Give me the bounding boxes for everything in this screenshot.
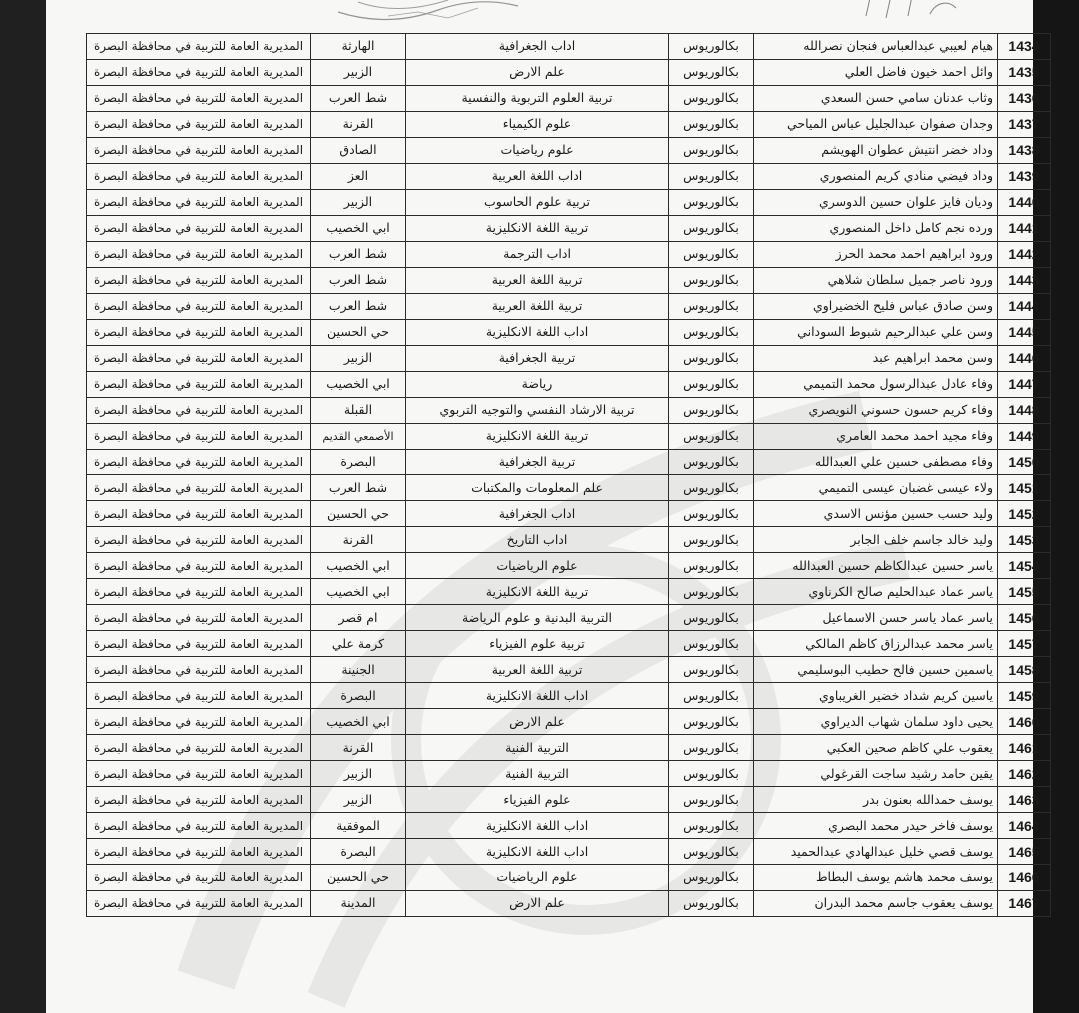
table-row	[87, 345, 1051, 371]
specialization-cell: اداب اللغة الانكليزية	[406, 839, 669, 865]
table-row	[87, 605, 1051, 631]
row-number-cell: 1451	[998, 475, 1051, 501]
specialization-cell: اداب اللغة الانكليزية	[406, 813, 669, 839]
degree-cell: بكالوريوس	[669, 735, 754, 761]
specialization-cell: تربية اللغة الانكليزية	[406, 579, 669, 605]
table-row	[87, 579, 1051, 605]
table-row	[87, 865, 1051, 891]
row-number-cell: 1440	[998, 189, 1051, 215]
row-number-cell: 1434	[998, 34, 1051, 60]
degree-cell: بكالوريوس	[669, 163, 754, 189]
specialization-cell: اداب الجغرافية	[406, 501, 669, 527]
employee-name-cell: وفاء مجيد احمد محمد العامري	[754, 423, 998, 449]
degree-cell: بكالوريوس	[669, 605, 754, 631]
directorate-cell: المديرية العامة للتربية في محافظة البصرة	[87, 189, 311, 215]
location-cell: ابي الخصيب	[311, 709, 406, 735]
employee-name-cell: وداد فيضي منادي كريم المنصوري	[754, 163, 998, 189]
location-cell: ابي الخصيب	[311, 371, 406, 397]
row-number-cell: 1457	[998, 631, 1051, 657]
stamp-fragment-icon	[328, 0, 528, 22]
signature-fragment-icon	[856, 0, 966, 20]
degree-cell: بكالوريوس	[669, 890, 754, 916]
employee-name-cell: ورود ناصر جميل سلطان شلاهي	[754, 267, 998, 293]
employees-table-body	[87, 34, 1051, 917]
specialization-cell: تربية الجغرافية	[406, 345, 669, 371]
employee-name-cell: ياسين كريم شداد خضير الغريباوي	[754, 683, 998, 709]
location-cell: الزبير	[311, 59, 406, 85]
directorate-cell: المديرية العامة للتربية في محافظة البصرة	[87, 787, 311, 813]
degree-cell: بكالوريوس	[669, 657, 754, 683]
directorate-cell: المديرية العامة للتربية في محافظة البصرة	[87, 813, 311, 839]
degree-cell: بكالوريوس	[669, 371, 754, 397]
location-cell: الزبير	[311, 787, 406, 813]
directorate-cell: المديرية العامة للتربية في محافظة البصرة	[87, 163, 311, 189]
specialization-cell: اداب اللغة الانكليزية	[406, 319, 669, 345]
row-number-cell: 1435	[998, 59, 1051, 85]
directorate-cell: المديرية العامة للتربية في محافظة البصرة	[87, 631, 311, 657]
table-row	[87, 319, 1051, 345]
employee-name-cell: وسن محمد ابراهيم عبد	[754, 345, 998, 371]
directorate-cell: المديرية العامة للتربية في محافظة البصرة	[87, 215, 311, 241]
table-row	[87, 215, 1051, 241]
degree-cell: بكالوريوس	[669, 189, 754, 215]
directorate-cell: المديرية العامة للتربية في محافظة البصرة	[87, 241, 311, 267]
degree-cell: بكالوريوس	[669, 293, 754, 319]
directorate-cell: المديرية العامة للتربية في محافظة البصرة	[87, 423, 311, 449]
directorate-cell: المديرية العامة للتربية في محافظة البصرة	[87, 709, 311, 735]
location-cell: الموفقية	[311, 813, 406, 839]
table-row	[87, 59, 1051, 85]
table-row	[87, 813, 1051, 839]
specialization-cell: علوم الرياضيات	[406, 553, 669, 579]
employee-name-cell: ياسر عماد عبدالحليم صالح الكرناوي	[754, 579, 998, 605]
location-cell: شط العرب	[311, 241, 406, 267]
employee-name-cell: ورده نجم كامل داخل المنصوري	[754, 215, 998, 241]
specialization-cell: اداب الترجمة	[406, 241, 669, 267]
specialization-cell: تربية اللغة العربية	[406, 657, 669, 683]
table-row	[87, 709, 1051, 735]
row-number-cell: 1442	[998, 241, 1051, 267]
specialization-cell: علم المعلومات والمكتبات	[406, 475, 669, 501]
table-row	[87, 631, 1051, 657]
location-cell: القرنة	[311, 735, 406, 761]
scan-border-left	[0, 0, 46, 1013]
table-row	[87, 137, 1051, 163]
row-number-cell: 1466	[998, 865, 1051, 891]
specialization-cell: التربية البدنية و علوم الرياضة	[406, 605, 669, 631]
table-row	[87, 111, 1051, 137]
directorate-cell: المديرية العامة للتربية في محافظة البصرة	[87, 890, 311, 916]
row-number-cell: 1448	[998, 397, 1051, 423]
directorate-cell: المديرية العامة للتربية في محافظة البصرة	[87, 449, 311, 475]
employee-name-cell: وثاب عدنان سامي حسن السعدي	[754, 85, 998, 111]
employee-name-cell: يعقوب علي كاظم صحين العكبي	[754, 735, 998, 761]
degree-cell: بكالوريوس	[669, 761, 754, 787]
directorate-cell: المديرية العامة للتربية في محافظة البصرة	[87, 839, 311, 865]
directorate-cell: المديرية العامة للتربية في محافظة البصرة	[87, 59, 311, 85]
directorate-cell: المديرية العامة للتربية في محافظة البصرة	[87, 761, 311, 787]
specialization-cell: تربية علوم الحاسوب	[406, 189, 669, 215]
row-number-cell: 1463	[998, 787, 1051, 813]
location-cell: ابي الخصيب	[311, 553, 406, 579]
degree-cell: بكالوريوس	[669, 319, 754, 345]
degree-cell: بكالوريوس	[669, 839, 754, 865]
row-number-cell: 1456	[998, 605, 1051, 631]
employee-name-cell: وديان فايز علوان حسين الدوسري	[754, 189, 998, 215]
directorate-cell: المديرية العامة للتربية في محافظة البصرة	[87, 371, 311, 397]
degree-cell: بكالوريوس	[669, 241, 754, 267]
table-row	[87, 501, 1051, 527]
location-cell: حي الحسين	[311, 319, 406, 345]
row-number-cell: 1439	[998, 163, 1051, 189]
specialization-cell: التربية الفنية	[406, 735, 669, 761]
location-cell: حي الحسين	[311, 865, 406, 891]
employees-table	[86, 33, 1051, 917]
specialization-cell: تربية علوم الفيزياء	[406, 631, 669, 657]
directorate-cell: المديرية العامة للتربية في محافظة البصرة	[87, 735, 311, 761]
degree-cell: بكالوريوس	[669, 553, 754, 579]
location-cell: شط العرب	[311, 267, 406, 293]
employee-name-cell: يحيى داود سلمان شهاب الديراوي	[754, 709, 998, 735]
row-number-cell: 1460	[998, 709, 1051, 735]
directorate-cell: المديرية العامة للتربية في محافظة البصرة	[87, 137, 311, 163]
directorate-cell: المديرية العامة للتربية في محافظة البصرة	[87, 501, 311, 527]
location-cell: المدينة	[311, 890, 406, 916]
specialization-cell: علوم الرياضيات	[406, 865, 669, 891]
employee-name-cell: وائل احمد خيون فاضل العلي	[754, 59, 998, 85]
degree-cell: بكالوريوس	[669, 501, 754, 527]
employee-name-cell: يقين حامد رشيد ساجت القرغولي	[754, 761, 998, 787]
employee-name-cell: ولاء عيسى غضبان عيسى التميمي	[754, 475, 998, 501]
degree-cell: بكالوريوس	[669, 683, 754, 709]
specialization-cell: علوم الفيزياء	[406, 787, 669, 813]
table-row	[87, 423, 1051, 449]
row-number-cell: 1436	[998, 85, 1051, 111]
table-row	[87, 527, 1051, 553]
table-row	[87, 34, 1051, 60]
location-cell: البصرة	[311, 449, 406, 475]
specialization-cell: تربية اللغة العربية	[406, 293, 669, 319]
row-number-cell: 1449	[998, 423, 1051, 449]
location-cell: حي الحسين	[311, 501, 406, 527]
employee-name-cell: وداد خضر انتيش عطوان الهويشم	[754, 137, 998, 163]
directorate-cell: المديرية العامة للتربية في محافظة البصرة	[87, 475, 311, 501]
degree-cell: بكالوريوس	[669, 345, 754, 371]
employee-name-cell: يوسف فاخر حيدر محمد البصري	[754, 813, 998, 839]
location-cell: البصرة	[311, 839, 406, 865]
location-cell: القبلة	[311, 397, 406, 423]
table-row	[87, 267, 1051, 293]
directorate-cell: المديرية العامة للتربية في محافظة البصرة	[87, 293, 311, 319]
table-row	[87, 839, 1051, 865]
row-number-cell: 1458	[998, 657, 1051, 683]
specialization-cell: اداب اللغة العربية	[406, 163, 669, 189]
row-number-cell: 1447	[998, 371, 1051, 397]
employee-name-cell: يوسف حمدالله بعنون بدر	[754, 787, 998, 813]
table-row	[87, 735, 1051, 761]
row-number-cell: 1455	[998, 579, 1051, 605]
employee-name-cell: ورود ابراهيم احمد محمد الحرز	[754, 241, 998, 267]
row-number-cell: 1438	[998, 137, 1051, 163]
directorate-cell: المديرية العامة للتربية في محافظة البصرة	[87, 267, 311, 293]
specialization-cell: علم الارض	[406, 59, 669, 85]
degree-cell: بكالوريوس	[669, 579, 754, 605]
directorate-cell: المديرية العامة للتربية في محافظة البصرة	[87, 683, 311, 709]
table-row	[87, 683, 1051, 709]
employee-name-cell: ياسر عماد ياسر حسن الاسماعيل	[754, 605, 998, 631]
degree-cell: بكالوريوس	[669, 397, 754, 423]
location-cell: ابي الخصيب	[311, 215, 406, 241]
specialization-cell: تربية اللغة الانكليزية	[406, 215, 669, 241]
location-cell: شط العرب	[311, 293, 406, 319]
location-cell: ام قصر	[311, 605, 406, 631]
specialization-cell: اداب التاريخ	[406, 527, 669, 553]
location-cell: الهارثة	[311, 34, 406, 60]
degree-cell: بكالوريوس	[669, 215, 754, 241]
specialization-cell: علم الارض	[406, 709, 669, 735]
degree-cell: بكالوريوس	[669, 423, 754, 449]
location-cell: العز	[311, 163, 406, 189]
table-row	[87, 449, 1051, 475]
row-number-cell: 1467	[998, 890, 1051, 916]
degree-cell: بكالوريوس	[669, 59, 754, 85]
row-number-cell: 1444	[998, 293, 1051, 319]
degree-cell: بكالوريوس	[669, 631, 754, 657]
directorate-cell: المديرية العامة للتربية في محافظة البصرة	[87, 111, 311, 137]
location-cell: شط العرب	[311, 85, 406, 111]
location-cell: البصرة	[311, 683, 406, 709]
row-number-cell: 1454	[998, 553, 1051, 579]
table-row	[87, 553, 1051, 579]
directorate-cell: المديرية العامة للتربية في محافظة البصرة	[87, 319, 311, 345]
row-number-cell: 1437	[998, 111, 1051, 137]
degree-cell: بكالوريوس	[669, 137, 754, 163]
location-cell: الزبير	[311, 189, 406, 215]
directorate-cell: المديرية العامة للتربية في محافظة البصرة	[87, 579, 311, 605]
specialization-cell: تربية الجغرافية	[406, 449, 669, 475]
specialization-cell: رياضة	[406, 371, 669, 397]
specialization-cell: تربية العلوم التربوية والنفسية	[406, 85, 669, 111]
specialization-cell: تربية الارشاد النفسي والتوجيه التربوي	[406, 397, 669, 423]
table-row	[87, 475, 1051, 501]
table-row	[87, 787, 1051, 813]
table-row	[87, 293, 1051, 319]
table-row	[87, 189, 1051, 215]
employee-name-cell: يوسف محمد هاشم يوسف البطاط	[754, 865, 998, 891]
row-number-cell: 1453	[998, 527, 1051, 553]
employee-name-cell: وفاء مصطفى حسين علي العبدالله	[754, 449, 998, 475]
row-number-cell: 1462	[998, 761, 1051, 787]
employee-name-cell: وفاء كريم حسون حسوني النويصري	[754, 397, 998, 423]
directorate-cell: المديرية العامة للتربية في محافظة البصرة	[87, 865, 311, 891]
specialization-cell: التربية الفنية	[406, 761, 669, 787]
degree-cell: بكالوريوس	[669, 787, 754, 813]
location-cell: الصادق	[311, 137, 406, 163]
row-number-cell: 1443	[998, 267, 1051, 293]
specialization-cell: علوم الكيمياء	[406, 111, 669, 137]
degree-cell: بكالوريوس	[669, 813, 754, 839]
table-row	[87, 761, 1051, 787]
degree-cell: بكالوريوس	[669, 527, 754, 553]
row-number-cell: 1450	[998, 449, 1051, 475]
row-number-cell: 1459	[998, 683, 1051, 709]
table-row	[87, 890, 1051, 916]
degree-cell: بكالوريوس	[669, 865, 754, 891]
employee-name-cell: وليد خالد جاسم خلف الجابر	[754, 527, 998, 553]
directorate-cell: المديرية العامة للتربية في محافظة البصرة	[87, 345, 311, 371]
degree-cell: بكالوريوس	[669, 85, 754, 111]
specialization-cell: تربية اللغة الانكليزية	[406, 423, 669, 449]
degree-cell: بكالوريوس	[669, 709, 754, 735]
location-cell: ابي الخصيب	[311, 579, 406, 605]
row-number-cell: 1445	[998, 319, 1051, 345]
directorate-cell: المديرية العامة للتربية في محافظة البصرة	[87, 527, 311, 553]
location-cell: شط العرب	[311, 475, 406, 501]
degree-cell: بكالوريوس	[669, 475, 754, 501]
table-row	[87, 657, 1051, 683]
directorate-cell: المديرية العامة للتربية في محافظة البصرة	[87, 85, 311, 111]
directorate-cell: المديرية العامة للتربية في محافظة البصرة	[87, 397, 311, 423]
specialization-cell: اداب اللغة الانكليزية	[406, 683, 669, 709]
specialization-cell: علم الارض	[406, 890, 669, 916]
directorate-cell: المديرية العامة للتربية في محافظة البصرة	[87, 34, 311, 60]
location-cell: الأصمعي القديم	[311, 423, 406, 449]
employee-name-cell: وفاء عادل عبدالرسول محمد التميمي	[754, 371, 998, 397]
employee-name-cell: يوسف قصي خليل عبدالهادي عبدالحميد	[754, 839, 998, 865]
row-number-cell: 1452	[998, 501, 1051, 527]
table-row	[87, 163, 1051, 189]
degree-cell: بكالوريوس	[669, 449, 754, 475]
table-row	[87, 397, 1051, 423]
employee-name-cell: وليد حسب حسين مؤنس الاسدي	[754, 501, 998, 527]
employee-name-cell: يوسف يعقوب جاسم محمد البدران	[754, 890, 998, 916]
employee-name-cell: وجدان صفوان عبدالجليل عباس المياحي	[754, 111, 998, 137]
degree-cell: بكالوريوس	[669, 111, 754, 137]
employee-name-cell: ياسر حسين عبدالكاظم حسين العبدالله	[754, 553, 998, 579]
row-number-cell: 1464	[998, 813, 1051, 839]
degree-cell: بكالوريوس	[669, 267, 754, 293]
location-cell: الجنينة	[311, 657, 406, 683]
specialization-cell: تربية اللغة العربية	[406, 267, 669, 293]
employee-name-cell: ياسمين حسين فالح حطيب البوسليمي	[754, 657, 998, 683]
employee-name-cell: ياسر محمد عبدالرزاق كاظم المالكي	[754, 631, 998, 657]
row-number-cell: 1446	[998, 345, 1051, 371]
specialization-cell: علوم رياضيات	[406, 137, 669, 163]
employee-name-cell: وسن علي عبدالرحيم شبوط السوداني	[754, 319, 998, 345]
location-cell: الزبير	[311, 761, 406, 787]
employee-name-cell: وسن صادق عباس فليح الخضيراوي	[754, 293, 998, 319]
table-row	[87, 371, 1051, 397]
employee-name-cell: هيام لعيبي عبدالعباس فنجان نصرالله	[754, 34, 998, 60]
table-row	[87, 85, 1051, 111]
directorate-cell: المديرية العامة للتربية في محافظة البصرة	[87, 553, 311, 579]
location-cell: كرمة علي	[311, 631, 406, 657]
location-cell: القرنة	[311, 111, 406, 137]
table-row	[87, 241, 1051, 267]
row-number-cell: 1465	[998, 839, 1051, 865]
directorate-cell: المديرية العامة للتربية في محافظة البصرة	[87, 605, 311, 631]
location-cell: الزبير	[311, 345, 406, 371]
row-number-cell: 1441	[998, 215, 1051, 241]
row-number-cell: 1461	[998, 735, 1051, 761]
directorate-cell: المديرية العامة للتربية في محافظة البصرة	[87, 657, 311, 683]
location-cell: القرنة	[311, 527, 406, 553]
document-page	[46, 0, 1040, 1013]
degree-cell: بكالوريوس	[669, 34, 754, 60]
specialization-cell: اداب الجغرافية	[406, 34, 669, 60]
